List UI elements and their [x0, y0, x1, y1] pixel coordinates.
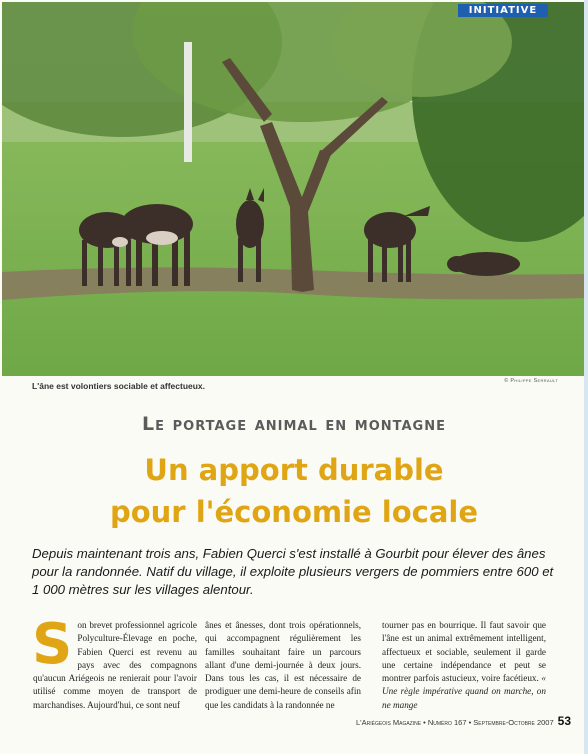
headline-line-2: pour l'économie locale [109, 495, 479, 529]
body-text-1: on brevet professionnel agricole Polyculture-Élevage en poche, Fabien Querci est revenu au pays avec des compagnons qu'aucun Ariégeois ne renierait pour l'avoir utilisé comme moyen de transport de marchandises. Aujourd'hui, ce sont neuf [33, 620, 197, 710]
page-footer [356, 714, 571, 728]
body-text-3-main: tourner pas en bourrique. Il faut savoir que l'âne est un animal extrêmement intelligent, affectueux et sociable, seulement il garde une certaine indépendance et peut se montrer parfois astucieux, voire facétieux. [382, 620, 546, 684]
drop-cap: S [32, 612, 73, 677]
body-column-1 [32, 612, 197, 712]
body-text-2: ânes et ânesses, dont trois opérationnels, qui accompagnent régulièrement les familles souhaitant faire un parcours allant d'une demi-journée à deux jours. Dans tous les cas, il est nécessaire de prodiguer une demi-heure de conseils afin que les candidats à la randonnée ne [205, 620, 361, 710]
article-lede: Depuis maintenant trois ans, Fabien Querci s'est installé à Gourbit pour élever des ânes pour la randonnée. Natif du village, il exploite plusieurs vergers de pommiers entre 600 et 1 000 mètres sur les villages alentour. [32, 546, 554, 597]
page-edge [584, 0, 588, 754]
body-text-3-quote: « Une règle impérative quand on marche, on ne mange [382, 673, 546, 710]
page-number: 53 [557, 714, 571, 728]
photo-caption: L'âne est volontiers sociable et affectueux. [32, 381, 206, 391]
body-column-3 [382, 619, 546, 712]
footer-source: L'Ariégeois Magazine • Numéro 167 • Septembre-Octobre 2007 [356, 718, 554, 727]
article-kicker: Le portage animal en montagne [142, 413, 446, 435]
headline-line-1: Un apport durable [144, 453, 444, 487]
orchard-donkeys-illustration [2, 2, 586, 376]
body-column-2 [205, 619, 361, 712]
photo-credit: © Philippe Serrault [504, 378, 558, 384]
donkeys-photo [2, 2, 586, 376]
section-banner: INITIATIVE [458, 4, 548, 17]
body-text-3 [382, 619, 546, 712]
